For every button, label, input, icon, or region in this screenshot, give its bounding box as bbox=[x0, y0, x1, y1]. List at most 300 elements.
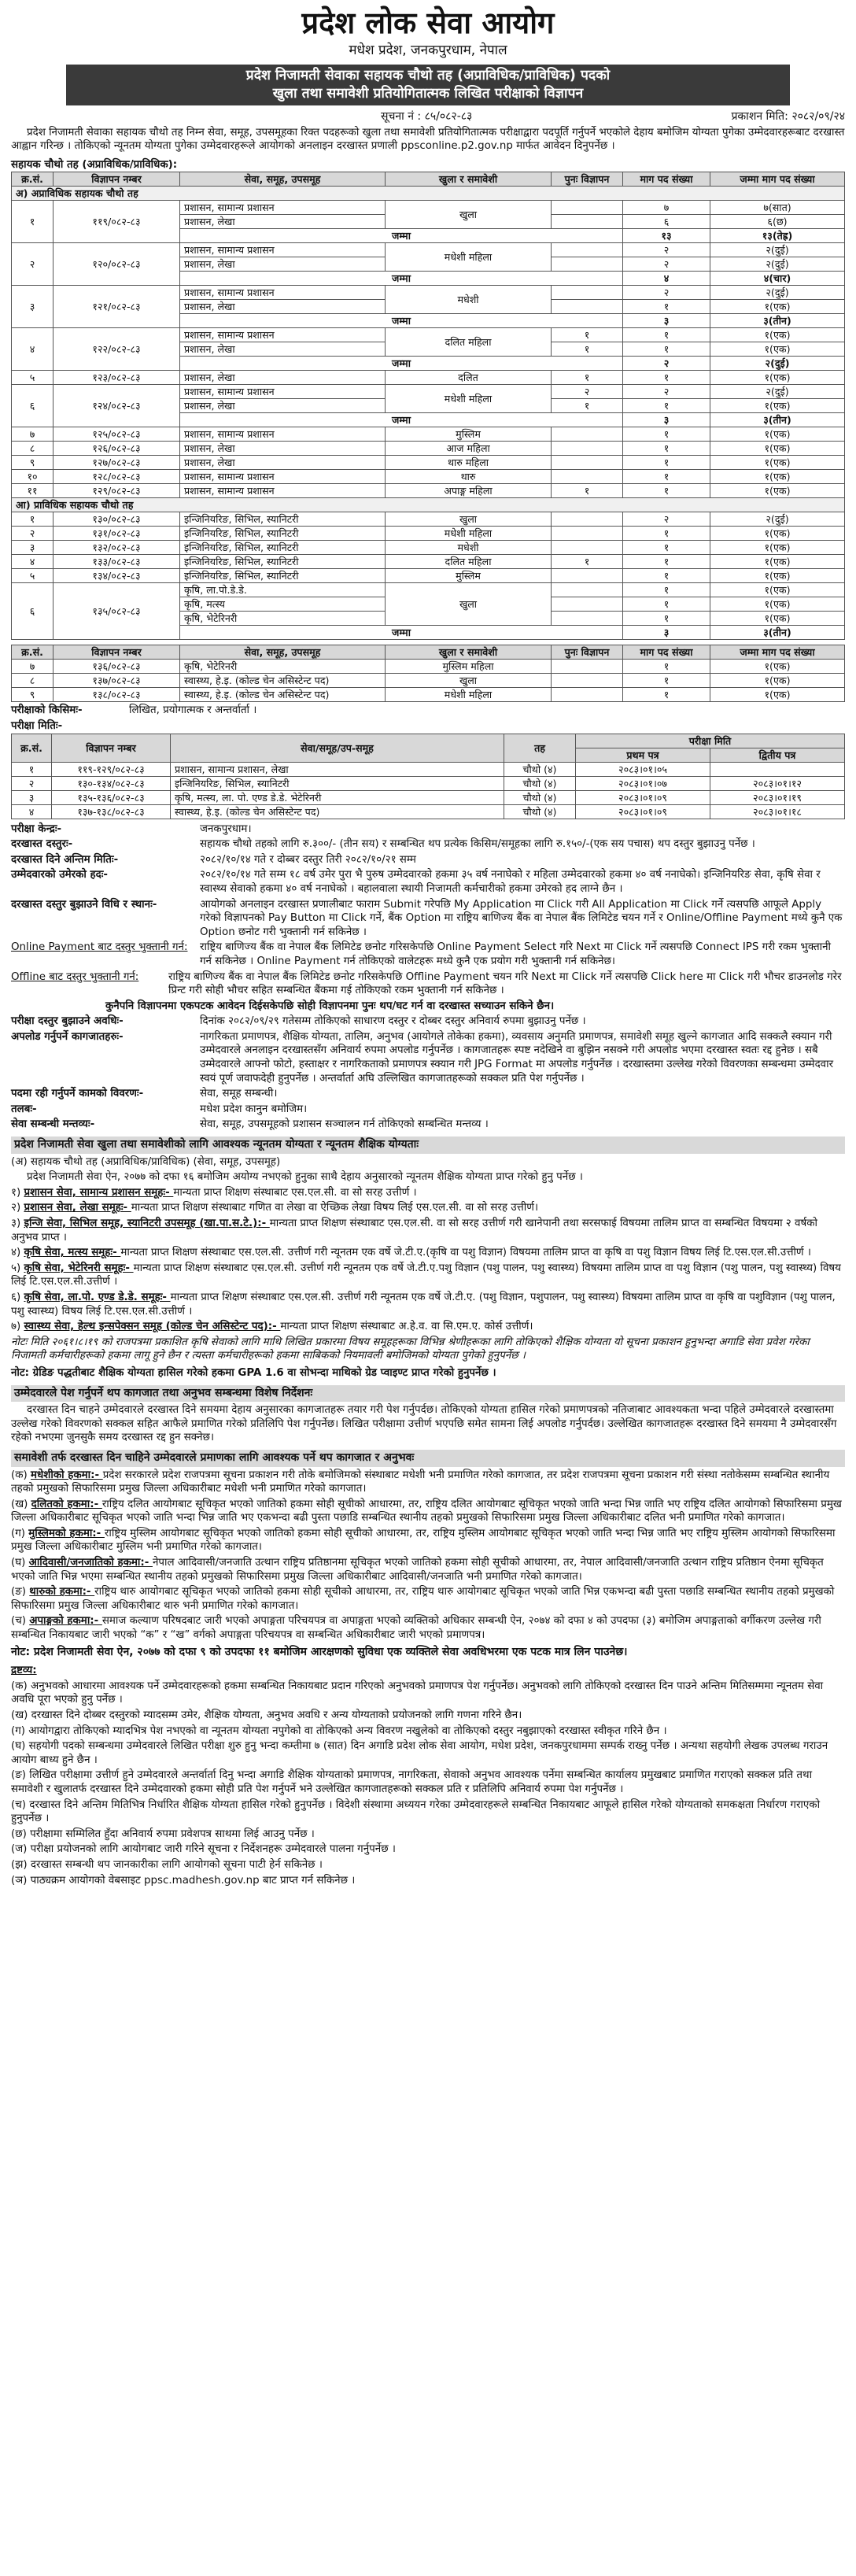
notes-list bbox=[11, 1680, 845, 1887]
list-text: पाठ्यक्रम आयोगको वेबसाइट ppsc.madhesh.gov.np बाट प्राप्त गर्न सकिनेछ । bbox=[30, 1874, 356, 1887]
table-cell: इन्जिनियरिङ, सिभिल, स्यानिटरी bbox=[171, 776, 504, 790]
table-cell: १ bbox=[623, 328, 710, 342]
list-text: दरखास्त दिने अन्तिम मितिभित्र निर्धारित शैक्षिक योग्यता हासिल गरेको हुनुपर्नेछ । विदेशी संस्थामा अध्ययन गरेका उम्मेदवारहरूले सम्बन्धित निकायबाट आफूले हासिल गरेको योग्यताको समकक्षता निर्धारण गराएको हुनुपर्नेछ । bbox=[11, 1798, 821, 1825]
table-row bbox=[12, 286, 845, 300]
gpa-note: नोट: ग्रेडिङ पद्धतीबाट शैक्षिक योग्यता हासिल गरेको हकमा GPA 1.6 वा सोभन्दा माथिको ग्रेड प्वाइण्ट प्राप्त गरेको हुनुपर्नेछ । bbox=[11, 1366, 496, 1379]
table-cell bbox=[710, 762, 845, 776]
detail-value: २०८२/१०/१४ गते सम्म १८ वर्ष उमेर पुरा भै पुरुष उम्मेदवारको हकमा ३५ वर्ष ननाघेको र महिला उम्मेदवारको हकमा ४० वर्ष ननाघेको। इन्जिनियरिङ सेवा, कृषि सेवा र स्वास्थ्य सेवाको हकमा ४० वर्ष ननाघेको । बहालवाला स्थायी निजामती कर्मचारीको हकमा उमेरको हद लाग्ने छैन । bbox=[200, 869, 821, 895]
table-cell: १३०-१३४/०८२-८३ bbox=[52, 776, 171, 790]
no-resubmit-note: कुनैपनि विज्ञापनमा एकपटक आवेदन दिईसकेपछि सोही विज्ञापनमा पुनः थप/घट गर्न वा दरखास्त सच्याउन सकिने छैन। bbox=[105, 1000, 555, 1012]
table-cell: १३०/०८२-८३ bbox=[54, 512, 180, 527]
table-cell: २०८३।०१।०५ bbox=[576, 762, 710, 776]
table-cell: प्रशासन, सामान्य प्रशासन, लेखा bbox=[171, 762, 504, 776]
list-text: राष्ट्रिय थारु आयोगबाट सूचिकृत भएको जातिको हकमा सोही सूचीको आधारमा, तर, राष्ट्रिय थारु आयोगबाट सूचिकृत भएको जाति भिन्न एकभन्दा बढी पुस्ता पछाडि सम्बन्धित स्थानीय तहको प्रमुखको सिफारिसमा प्रमुख जिल्ला अधिकारीबाट थारु भनी प्रमाणित गरेको कागजात। bbox=[11, 1586, 835, 1612]
list-item bbox=[11, 1828, 845, 1842]
table-cell bbox=[552, 541, 623, 555]
table-row bbox=[12, 555, 845, 569]
table-cell: १२१/०८२-८३ bbox=[54, 286, 180, 328]
list-marker: ६) bbox=[11, 1291, 24, 1303]
table-cell: १ bbox=[623, 442, 710, 456]
table-cell: १(एक) bbox=[710, 597, 845, 612]
table-cell bbox=[552, 257, 623, 272]
table-cell: १ bbox=[623, 484, 710, 498]
list-text: मान्यता प्राप्त शिक्षण संस्थाबाट एस.एल.सी. उत्तीर्ण गरी न्यूनतम एक वर्षे जे.टी.ए. (पशु विज्ञान, पशुपालन, पशु स्वास्थ्य) विषयमा तालिम प्राप्त वा कृषि वा पशुविज्ञान (पशु पालन, पशु स्वास्थ्य) विषय लिई टि.एस.एल.सी.उत्तीर्ण । bbox=[11, 1291, 836, 1318]
table-cell: कृषि, ला.पो.डे.डे. bbox=[180, 583, 386, 597]
table-cell: प्रशासन, लेखा bbox=[180, 442, 386, 456]
list-item bbox=[11, 1739, 845, 1767]
table-cell: ११९-१२९/०८२-८३ bbox=[52, 762, 171, 776]
list-title: थारुको हकमा:- bbox=[29, 1586, 95, 1598]
table-cell: ६ bbox=[623, 215, 710, 229]
table-cell: २ bbox=[12, 527, 54, 541]
detail-row bbox=[11, 1015, 845, 1029]
table-cell: ७ bbox=[623, 201, 710, 215]
table-cell: ३ bbox=[12, 790, 52, 804]
table-cell: प्रशासन, सामान्य प्रशासन bbox=[180, 201, 386, 215]
table-row bbox=[12, 674, 845, 688]
table-header: पुनः विज्ञापन bbox=[552, 172, 623, 187]
table-cell: दलित महिला bbox=[386, 555, 552, 569]
table-row bbox=[12, 243, 845, 257]
section-row bbox=[12, 187, 845, 201]
table-header: खुला र समावेशी bbox=[386, 172, 552, 187]
table-cell: ३ bbox=[12, 286, 54, 328]
table-cell: १(एक) bbox=[710, 688, 845, 702]
table-cell bbox=[552, 612, 623, 626]
table-cell: १(एक) bbox=[710, 541, 845, 555]
detail-value: २०८२/१०/१४ गते र दोब्बर दस्तुर तिरी २०८२/१०/२१ सम्म bbox=[200, 853, 416, 866]
list-title: प्रशासन सेवा, सामान्य प्रशासन समूहः- bbox=[24, 1186, 174, 1199]
table-row bbox=[12, 527, 845, 541]
table-cell: ४ bbox=[12, 804, 52, 819]
table-cell: २ bbox=[623, 243, 710, 257]
table-cell bbox=[552, 583, 623, 597]
table-row bbox=[12, 385, 845, 399]
table-cell: १(एक) bbox=[710, 470, 845, 484]
application-details bbox=[11, 822, 845, 896]
table-cell: १ bbox=[552, 484, 623, 498]
table-cell: खुला bbox=[386, 674, 552, 688]
table-title: सहायक चौथो तह (अप्राविधिक/प्राविधिक): bbox=[11, 158, 178, 171]
table-cell: इन्जिनियरिङ, सिभिल, स्यानिटरी bbox=[180, 569, 386, 583]
table-cell: १३७-१३८/०८२-८३ bbox=[52, 804, 171, 819]
list-marker: (ङ) bbox=[11, 1769, 30, 1782]
list-title: अपाङ्गको हकमा:- bbox=[29, 1615, 102, 1628]
table-cell: २(दुई) bbox=[710, 243, 845, 257]
table-cell: ६(छ) bbox=[710, 215, 845, 229]
table-cell: २ bbox=[12, 776, 52, 790]
list-title: दलितको हकमा:- bbox=[31, 1498, 102, 1510]
table-cell: ११९/०८२-८३ bbox=[54, 201, 180, 243]
table-cell: १ bbox=[623, 555, 710, 569]
table-cell: जम्मा bbox=[180, 626, 623, 640]
table-cell: ६ bbox=[12, 583, 54, 640]
table-cell: १ bbox=[623, 300, 710, 314]
table-cell: १(एक) bbox=[710, 328, 845, 342]
table-cell: मुस्लिम bbox=[386, 427, 552, 442]
table-cell: ८ bbox=[12, 674, 54, 688]
table-cell: थारु महिला bbox=[386, 456, 552, 470]
table-cell: ५ bbox=[12, 371, 54, 385]
list-item bbox=[11, 1246, 845, 1260]
table-header: खुला र समावेशी bbox=[386, 645, 552, 660]
list-item bbox=[11, 1291, 845, 1318]
detail-value: जनकपुरधाम। bbox=[200, 822, 252, 835]
table-cell: चौथो (४) bbox=[504, 762, 576, 776]
table-cell: १३२/०८२-८३ bbox=[54, 541, 180, 555]
vacancy-table-continued bbox=[11, 645, 845, 702]
tariff: तलबः- मधेश प्रदेश कानुन बमोजिम। bbox=[11, 1103, 308, 1115]
list-item bbox=[11, 1201, 845, 1215]
table-cell: १ bbox=[623, 583, 710, 597]
table-cell bbox=[552, 286, 623, 300]
list-title: कृषि सेवा, ला.पो. एण्ड डे.डे. समूहः- bbox=[24, 1291, 171, 1303]
table-cell: ७ bbox=[12, 427, 54, 442]
list-marker: (क) bbox=[11, 1680, 31, 1692]
notice-meta bbox=[11, 110, 845, 124]
table-cell: ९ bbox=[12, 456, 54, 470]
table-cell: १३३/०८२-८३ bbox=[54, 555, 180, 569]
table-cell: प्रशासन, लेखा bbox=[180, 371, 386, 385]
table-cell: प्रशासन, लेखा bbox=[180, 342, 386, 357]
table-cell: जम्मा bbox=[180, 229, 623, 243]
table-cell: १(एक) bbox=[710, 612, 845, 626]
table-row bbox=[12, 541, 845, 555]
detail-label: दरखास्त दस्तुरः- bbox=[11, 838, 73, 851]
table-cell: इन्जिनियरिङ, सिभिल, स्यानिटरी bbox=[180, 512, 386, 527]
table-cell: ७(सात) bbox=[710, 201, 845, 215]
table-cell: १२२/०८२-८३ bbox=[54, 328, 180, 371]
table-cell: १२४/०८२-८३ bbox=[54, 385, 180, 427]
table-cell: १ bbox=[12, 201, 54, 243]
table-cell: २(दुई) bbox=[710, 257, 845, 272]
table-header: पुनः विज्ञापन bbox=[552, 645, 623, 660]
list-item bbox=[11, 1527, 845, 1554]
qualification-subheading: (अ) सहायक चौथो तह (अप्राविधिक/प्राविधिक) (सेवा, समूह, उपसमूह) bbox=[11, 1155, 281, 1168]
table-cell bbox=[552, 201, 623, 215]
list-text: मान्यता प्राप्त शिक्षण संस्थाबाट अ.हे.व. वा सि.एम.ए. कोर्स उत्तीर्ण। bbox=[280, 1321, 533, 1333]
table-cell: प्रशासन, सामान्य प्रशासन bbox=[180, 286, 386, 300]
table-cell: १ bbox=[623, 569, 710, 583]
exam-type: परीक्षाको किसिमः- लिखित, प्रयोगात्मक र अन्तर्वार्ता । bbox=[11, 704, 257, 717]
table-header: सेवा, समूह, उपसमूह bbox=[180, 645, 386, 660]
table-cell: १ bbox=[552, 399, 623, 413]
detail-value: दिनांक २०८२/०९/२९ गतेसम्म तोकिएको साधारण दस्तुर र दोब्बर दस्तुर अनिवार्य रुपमा बुझाउनु पर्नेछ । bbox=[200, 1015, 586, 1028]
post-duty: पदमा रही गर्नुपर्ने कामको विवरणः- सेवा, समूह सम्बन्धी। bbox=[11, 1088, 278, 1100]
service-conditions: सेवा सम्बन्धी मन्तव्यः- सेवा, समूह, उपसमूहको प्रशासन सञ्चालन गर्न तोकिएको सम्बन्धित मन्तव्य । bbox=[11, 1118, 489, 1131]
qualification-note: नोटः मिति २०६१।८।१९ को राजपत्रमा प्रकाशित कृषि सेवाको लागि माथि लिखित प्रकारमा विषय समूहहरूका विभिन्न श्रेणीहरूका लागि तोकिएको शैक्षिक योग्यता यो सूचना प्रकाशन हुनुभन्दा अगाडि सेवा प्रवेश गरेका निजामती कर्मचारीहरूको हकमा लागू हुने छैन र त्यस्ता कर्मचारीहरूको हकमा साबिकको नियमावली बमोजिमको योग्यता पुगेको हुनुपर्नेछ । bbox=[11, 1336, 810, 1362]
table-cell: ३(तीन) bbox=[710, 413, 845, 427]
list-item bbox=[11, 1680, 845, 1707]
table-cell: २ bbox=[623, 257, 710, 272]
table-cell: खुला bbox=[386, 512, 552, 527]
table-cell: कृषि, मत्स्य bbox=[180, 597, 386, 612]
table-cell: प्रशासन, लेखा bbox=[180, 300, 386, 314]
notice-banner: प्रदेश निजामती सेवाका सहायक चौथो तह (अप्राविधिक/प्राविधिक) पदको खुला तथा समावेशी प्रतियोगितात्मक लिखित परीक्षाको विज्ञापन bbox=[66, 65, 790, 105]
table-cell: स्वास्थ्य, हे.इ. (कोल्ड चेन असिस्टेन्ट पद) bbox=[180, 688, 386, 702]
table-cell: २ bbox=[623, 385, 710, 399]
table-cell: २(दुई) bbox=[710, 385, 845, 399]
list-text: अनुभवको आधारमा आवश्यक पर्ने उम्मेदवारहरूको हकमा सम्बन्धित निकायबाट प्रदान गरिएको अनुभवको प्रमाणपत्र पेश गर्नुपर्नेछ। अनुभवको लागि तोकिएको दरखास्त दिन पाउने अन्तिम मितिसम्ममा न्यूनतम सेवा अवधि पूरा भएको हुनु पर्नेछ । bbox=[11, 1680, 824, 1706]
table-cell bbox=[552, 688, 623, 702]
list-marker: (च) bbox=[11, 1798, 30, 1811]
table-cell: १ bbox=[623, 399, 710, 413]
table-cell: १ bbox=[623, 342, 710, 357]
table-cell: स्वास्थ्य, हे.इ. (कोल्ड चेन असिस्टेन्ट पद) bbox=[171, 804, 504, 819]
table-cell: मधेशी महिला bbox=[386, 243, 552, 272]
table-cell: प्रशासन, सामान्य प्रशासन bbox=[180, 385, 386, 399]
table-cell bbox=[552, 243, 623, 257]
table-cell: १(एक) bbox=[710, 569, 845, 583]
table-cell: १ bbox=[552, 555, 623, 569]
table-cell: १ bbox=[552, 328, 623, 342]
table-cell bbox=[552, 660, 623, 674]
table-cell: २(दुई) bbox=[710, 357, 845, 371]
table-cell: १३१/०८२-८३ bbox=[54, 527, 180, 541]
table-cell bbox=[552, 674, 623, 688]
table-cell bbox=[552, 427, 623, 442]
table-cell: प्रशासन, सामान्य प्रशासन bbox=[180, 427, 386, 442]
upload-details bbox=[11, 1015, 845, 1085]
table-cell: आ) प्राविधिक सहायक चौथो तह bbox=[12, 498, 845, 512]
list-title: मुस्लिमको हकमा:- bbox=[28, 1527, 105, 1539]
table-header: विज्ञापन नम्बर bbox=[54, 172, 180, 187]
table-cell bbox=[552, 470, 623, 484]
detail-row bbox=[11, 853, 845, 867]
list-text: राष्ट्रिय मुस्लिम आयोगबाट सूचिकृत भएको जातिको हकमा सोही सूचीको आधारमा, तर, राष्ट्रिय मुस्लिम आयोगबाट सूचिकृत भएको जाति भन्दा भिन्न जाति भए राष्ट्रिय मुस्लिम आयोगको सिफारिसमा प्रमुख जिल्ला अधिकारीबाट मुस्लिम भनी प्रमाणित गरेको कागजात। bbox=[11, 1527, 836, 1554]
detail-label: परीक्षा केन्द्रः- bbox=[11, 822, 62, 835]
table-cell: १(एक) bbox=[710, 660, 845, 674]
table-cell: मधेशी bbox=[386, 286, 552, 314]
table-cell: १(एक) bbox=[710, 484, 845, 498]
list-marker: ५) bbox=[11, 1262, 24, 1274]
table-cell: मधेशी bbox=[386, 541, 552, 555]
table-cell: जम्मा bbox=[180, 357, 623, 371]
table-cell: १२३/०८२-८३ bbox=[54, 371, 180, 385]
qualification-intro: प्रदेश निजामती सेवा ऐन, २०७७ को दफा १६ बमोजिम अयोग्य नभएको हुनुका साथै देहाय अनुसारको न्यूनतम शैक्षिक योग्यता प्राप्त गरेको हुनु पर्नेछ । bbox=[27, 1171, 583, 1184]
table-cell: १२९/०८२-८३ bbox=[54, 484, 180, 498]
list-marker: (छ) bbox=[11, 1828, 31, 1840]
list-title: कृषि सेवा, भेटेरिनरी समूहः- bbox=[24, 1262, 134, 1274]
table-cell: १२८/०८२-८३ bbox=[54, 470, 180, 484]
detail-row bbox=[11, 837, 845, 852]
list-text: मान्यता प्राप्त शिक्षण संस्थाबाट गणित वा लेखा वा ऐच्छिक लेखा विषय लिई एस.एल.सी. वा सो सरह उत्तीर्ण। bbox=[131, 1202, 539, 1214]
table-cell: २०८३।०१।०७ bbox=[576, 776, 710, 790]
list-text: मान्यता प्राप्त शिक्षण संस्थाबाट एस.एल.सी. उत्तीर्ण गरी न्यूनतम एक वर्षे जे.टी.ए.(कृषि वा पशु विज्ञान) विषयमा तालिम प्राप्त वा कृषि वा पशु विज्ञान विषय लिई टि.एस.एल.सी.उत्तीर्ण । bbox=[120, 1247, 811, 1259]
table-row bbox=[12, 427, 845, 442]
table-cell bbox=[552, 512, 623, 527]
table-cell: १३(तेह्र) bbox=[710, 229, 845, 243]
list-item bbox=[11, 1585, 845, 1613]
table-cell: दलित महिला bbox=[386, 328, 552, 357]
table-cell: १(एक) bbox=[710, 427, 845, 442]
list-text: मान्यता प्राप्त शिक्षण संस्थाबाट एस.एल.सी. उत्तीर्ण गरी न्यूनतम एक वर्षे जे.टी.ए.पशु विज्ञान (पशु पालन, पशु स्वास्थ्य) विषयमा तालिम प्राप्त वा पशु विज्ञान (पशु पालन, पशु स्वास्थ्य) विषय लिई टि.एस.एल.सी.उत्तीर्ण । bbox=[11, 1262, 841, 1288]
detail-label: दरखास्त दिने अन्तिम मितिः- bbox=[11, 853, 119, 866]
list-text: आयोगद्वारा तोकिएको म्यादभित्र पेश नभएको वा न्यूनतम योग्यता नपुगेको वा तोकिएको अन्य विवरण नखुलेको वा तोकिएको दस्तुर नबुझाएको दरखास्त स्वीकृत गरिने छैन । bbox=[28, 1724, 667, 1737]
table-cell: प्रशासन, लेखा bbox=[180, 215, 386, 229]
list-marker: (ङ) bbox=[11, 1586, 30, 1598]
section-row bbox=[12, 498, 845, 512]
table-cell: थारु bbox=[386, 470, 552, 484]
table-cell: आज महिला bbox=[386, 442, 552, 456]
table-row bbox=[12, 201, 845, 215]
table-cell: ८ bbox=[12, 442, 54, 456]
table-cell: ९ bbox=[12, 688, 54, 702]
table-cell: १ bbox=[552, 342, 623, 357]
table-cell: १३५/०८२-८३ bbox=[54, 583, 180, 640]
list-title: स्वास्थ्य सेवा, हेल्थ इन्सपेक्सन समूह (कोल्ड चेन असिस्टेन्ट पद):- bbox=[24, 1321, 281, 1333]
table-cell: प्रशासन, लेखा bbox=[180, 399, 386, 413]
table-cell: ११ bbox=[12, 484, 54, 498]
table-cell: जम्मा bbox=[180, 413, 623, 427]
detail-value: सहायक चौथो तहको लागि रु.३००/- (तीन सय) र सम्बन्धित थप प्रत्येक किसिम/समूहका लागि रु.१५०/-(एक सय पचास) थप दस्तुर बुझाउनु पर्नेछ । bbox=[200, 838, 755, 851]
table-cell: प्रशासन, सामान्य प्रशासन bbox=[180, 328, 386, 342]
table-cell: प्रशासन, सामान्य प्रशासन bbox=[180, 470, 386, 484]
table-row bbox=[12, 790, 845, 804]
table-cell: २ bbox=[12, 243, 54, 286]
table-cell: १(एक) bbox=[710, 300, 845, 314]
qualification-heading: प्रदेश निजामती सेवा खुला तथा समावेशीको लागि आवश्यक न्यूनतम योग्यता र न्यूनतम शैक्षिक योग्यताः bbox=[11, 1136, 845, 1154]
table-cell: २०८३।०१।०९ bbox=[576, 790, 710, 804]
list-item bbox=[11, 1798, 845, 1826]
list-text: सहयोगी पदको सम्बन्धमा उम्मेदवारले लिखित परीक्षा शुरु हुनु भन्दा कम्तीमा ७ (सात) दिन अगाडि प्रदेश लोक सेवा आयोग, मधेश प्रदेश, जनकपुरधाममा सम्पर्क राख्नु पर्नेछ । अन्यथा सहयोगी लेखक उपलब्ध गराउन आयोग बाध्य हुने छैन । bbox=[11, 1740, 828, 1766]
list-item bbox=[11, 1874, 845, 1888]
table-cell: इन्जिनियरिङ, सिभिल, स्यानिटरी bbox=[180, 541, 386, 555]
list-marker: (ख) bbox=[11, 1498, 31, 1510]
table-cell: १ bbox=[623, 541, 710, 555]
table-cell: ४(चार) bbox=[710, 272, 845, 286]
table-cell: १ bbox=[623, 527, 710, 541]
list-marker: (ज) bbox=[11, 1843, 31, 1856]
list-marker: १) bbox=[11, 1186, 24, 1199]
table-cell: १३६/०८२-८३ bbox=[54, 660, 180, 674]
table-cell: १ bbox=[623, 660, 710, 674]
list-item bbox=[11, 1320, 845, 1334]
table-cell: ३ bbox=[623, 413, 710, 427]
detail-row bbox=[11, 868, 845, 896]
table-cell: दलित bbox=[386, 371, 552, 385]
table-cell: १(एक) bbox=[710, 342, 845, 357]
table-cell: १ bbox=[623, 371, 710, 385]
table-cell bbox=[552, 215, 623, 229]
table-cell: २(दुई) bbox=[710, 512, 845, 527]
table-cell: खुला bbox=[386, 201, 552, 229]
list-title: कृषि सेवा, मत्स्य समूहः- bbox=[24, 1247, 121, 1259]
table-cell: मधेशी महिला bbox=[386, 527, 552, 541]
list-marker: (ख) bbox=[11, 1709, 31, 1721]
vacancy-table bbox=[11, 172, 845, 640]
table-cell: १(एक) bbox=[710, 456, 845, 470]
table-cell: १ bbox=[12, 512, 54, 527]
table-row bbox=[12, 512, 845, 527]
list-title: प्रशासन सेवा, लेखा समूहः- bbox=[24, 1202, 131, 1214]
table-cell: १(एक) bbox=[710, 442, 845, 456]
table-cell: १(एक) bbox=[710, 527, 845, 541]
table-cell: चौथो (४) bbox=[504, 790, 576, 804]
detail-label: उम्मेदवारको उमेरको हदः- bbox=[11, 869, 108, 881]
table-row bbox=[12, 583, 845, 597]
candidate-heading: उम्मेदवारले पेश गर्नुपर्ने थप कागजात तथा अनुभव सम्बन्धमा विशेष निर्देशनः bbox=[11, 1385, 845, 1403]
table-row bbox=[12, 442, 845, 456]
table-cell: ५ bbox=[12, 569, 54, 583]
table-cell: मधेशी महिला bbox=[386, 385, 552, 413]
table-header: जम्मा माग पद संख्या bbox=[710, 172, 845, 187]
inclusion-list bbox=[11, 1469, 845, 1643]
table-cell: १३७/०८२-८३ bbox=[54, 674, 180, 688]
table-cell: प्रशासन, सामान्य प्रशासन bbox=[180, 243, 386, 257]
table-cell: १२५/०८२-८३ bbox=[54, 427, 180, 442]
table-cell: २(दुई) bbox=[710, 286, 845, 300]
table-cell: १(एक) bbox=[710, 371, 845, 385]
list-item bbox=[11, 1498, 845, 1525]
table-cell: २०८३।०१।१९ bbox=[710, 790, 845, 804]
table-cell: १(एक) bbox=[710, 555, 845, 569]
table-cell: १(एक) bbox=[710, 399, 845, 413]
table-header: माग पद संख्या bbox=[623, 645, 710, 660]
exam-schedule-table: क्र.सं. विज्ञापन नम्बर सेवा/समूह/उप-समूह तह परीक्षा मिति प्रथम पत्र द्वितीय पत्र १ ११९-१२९/०८२-८३ प्रशासन, सामान्य प्रशासन, लेखा चौथो (४) २०८३।०१।०५ २ १३०-१३४/०८२-८३ इन्जिनियरिङ, सिभिल, स्यानिटरी चौथो (४) २०८३।०१।०७ २०८३।०१।१२ ३ १३५-१३६/०८२-८३ कृषि, मत्स्य, ला. पो. एण्ड डे.डे. भेटेरिनरी चौथो (४) २०८३।०१।०९ २०८३।०१।१९ ४ १३७-१३८/०८२-८३ स्वास्थ्य, हे.इ. (कोल्ड चेन असिस्टेन्ट पद) चौथो (४) २०८३।०१।०९ २०८३।०१।१८ bbox=[11, 734, 845, 819]
table-cell: १२७/०८२-८३ bbox=[54, 456, 180, 470]
list-item bbox=[11, 1217, 845, 1244]
table-cell: खुला bbox=[386, 583, 552, 626]
table-row bbox=[12, 484, 845, 498]
table-header: विज्ञापन नम्बर bbox=[54, 645, 180, 660]
table-cell: १ bbox=[623, 674, 710, 688]
fee-method: दरखास्त दस्तुर बुझाउने विधि र स्थानः- आयोगको अनलाइन दरखास्त प्रणालीबाट फाराम Submit गरेपछि My Application मा Click गरी All Application मा Click गर्ने त्यसपछि आफूले Apply गरेको विज्ञापनको Pay Button मा Click गर्ने, बैंक Option मा राष्ट्रिय बाणिज्य बैंक वा नेपाल बैंक लिमिटेड चयन गर्ने र Online/Offline Payment मध्ये कुनै एक Option छनोट गरी भुक्तानी गर्न सकिनेछ । bbox=[11, 898, 843, 938]
table-cell: कृषि, मत्स्य, ला. पो. एण्ड डे.डे. भेटेरिनरी bbox=[171, 790, 504, 804]
list-item bbox=[11, 1709, 845, 1723]
publish-date: प्रकाशन मिति: २०८२/०९/२४ bbox=[731, 110, 845, 123]
table-row bbox=[12, 804, 845, 819]
table-row bbox=[12, 762, 845, 776]
list-marker: (झ) bbox=[11, 1858, 31, 1871]
table-cell: स्वास्थ्य, हे.इ. (कोल्ड चेन असिस्टेन्ट पद) bbox=[180, 674, 386, 688]
table-cell: २०८३।०१।१८ bbox=[710, 804, 845, 819]
table-cell bbox=[552, 569, 623, 583]
online-payment: Online Payment बाट दस्तुर भुक्तानी गर्न: राष्ट्रिय बाणिज्य बैंक वा नेपाल बैंक लिमिटेड छनोट गरिसकेपछि Online Payment Select गरि Next मा Click गर्ने त्यसपछि Connect IPS गरी रकम भुक्तानी गर्न सकिनेछ । Online Payment गर्न तोकिएको वालेटहरू मध्ये कुनै एक प्रयोग गरी भुक्तानी गर्न सकिनेछ। bbox=[11, 941, 831, 967]
table-cell bbox=[552, 456, 623, 470]
table-cell: १३५-१३६/०८२-८३ bbox=[52, 790, 171, 804]
table-cell: जम्मा bbox=[180, 314, 623, 328]
table-cell: ३ bbox=[12, 541, 54, 555]
commission-title: प्रदेश लोक सेवा आयोग bbox=[301, 6, 555, 40]
list-marker: (क) bbox=[11, 1469, 31, 1481]
detail-value: नागरिकता प्रमाणपत्र, शैक्षिक योग्यता, तालिम, अनुभव (आयोगले तोकेका हकमा), व्यवसाय अनुमति प्रमाणपत्र, समावेशी समूह खुल्ने कागजात आदि सक्कलै स्क्यान गरी उम्मेदवारले अनलाइन दरखास्तसँग अनिवार्य रुपमा अपलोड गर्नुपर्नेछ । कागजातहरू स्पष्ट नदेखिने वा बुझिन नसक्ने गरी अपलोड भएमा दरखास्त स्वतः रद्द हुनेछ । सबै उम्मेदवारले आफ्नो फोटो, हस्ताक्षर र नागरिकताको प्रमाणपत्र स्क्यान गरी JPG Format मा अपलोड गर्नुपर्नेछ । दरखास्तमा उल्लेख गरेको विवरणका सम्बन्धमा उम्मेदवार स्वयं पूर्ण जवाफदेही हुनुपर्नेछ । अन्तर्वार्ता अघि उल्लिखित कागजातहरूको सक्कल प्रति पेश गर्नुपर्नेछ । bbox=[200, 1030, 834, 1085]
list-item bbox=[11, 1724, 845, 1739]
table-row bbox=[12, 470, 845, 484]
table-cell: १ bbox=[623, 427, 710, 442]
table-cell: १ bbox=[552, 371, 623, 385]
table-row bbox=[12, 328, 845, 342]
table-cell: ३ bbox=[623, 314, 710, 328]
notes-heading: द्रष्टव्य: bbox=[11, 1665, 37, 1677]
table-cell bbox=[552, 527, 623, 541]
table-cell bbox=[552, 442, 623, 456]
table-cell: २ bbox=[552, 385, 623, 399]
exam-date-label: परीक्षा मितिः- bbox=[11, 719, 63, 732]
table-cell: १ bbox=[623, 597, 710, 612]
offline-payment: Offline बाट दस्तुर भुक्तानी गर्न: राष्ट्रिय बाणिज्य बैंक वा नेपाल बैंक लिमिटेड छनोट गरिसकेपछि Offline Payment चयन गरि Next मा Click गर्ने त्यसपछि Click here मा Click गरी भौचर डाउनलोड गरेर प्रिन्ट गरी सोही भौचर सहित सम्बन्धित बैंकमा गई तोकिएको रकम भुक्तानी गर्न सकिनेछ । bbox=[11, 970, 842, 997]
table-cell: २ bbox=[623, 357, 710, 371]
list-text: परीक्षा प्रयोजनको लागि आयोगबाट जारी गरिने सूचना र निर्देशनहरू उम्मेदवारले पालना गर्नुपर्नेछ । bbox=[30, 1843, 396, 1856]
table-cell: ३(तीन) bbox=[710, 314, 845, 328]
qualification-list bbox=[11, 1186, 845, 1334]
candidate-paragraph: दरखास्त दिन चाहने उम्मेदवारले दरखास्त दिने समयमा देहाय अनुसारका कागजातहरू तयार गरी पेश गर्नुपर्दछ। तोकिएको योग्यता हासिल गरेको प्रमाणपत्रको नतिजाबाट आवश्यकता भन्दा पहिले उम्मेदवारले दरखास्तमा उल्लेख गरेको विवरणको सक्कल सहित आफैले प्रमाणित गरेको प्रतिलिपि पेश गर्नुपर्नेछ। लिखित परीक्षामा उत्तीर्ण भएपछि समेत सामना लिई अपलोड गर्नुपर्दछ। उल्लेखित कागजातहरू दरखास्त दिने समयमा नै उम्मेदवारसँग रहेको नभएमा जुनसुकै समय दरखास्त रद्द हुन सक्नेछ। bbox=[11, 1404, 837, 1444]
table-cell: कृषि, भेटेरिनरी bbox=[180, 612, 386, 626]
table-cell: कृषि, भेटेरिनरी bbox=[180, 660, 386, 674]
table-cell: १(एक) bbox=[710, 674, 845, 688]
list-text: दरखास्त सम्बन्धी थप जानकारीका लागि आयोगको सूचना पाटी हेर्न सकिनेछ । bbox=[30, 1858, 323, 1871]
list-item bbox=[11, 1858, 845, 1872]
